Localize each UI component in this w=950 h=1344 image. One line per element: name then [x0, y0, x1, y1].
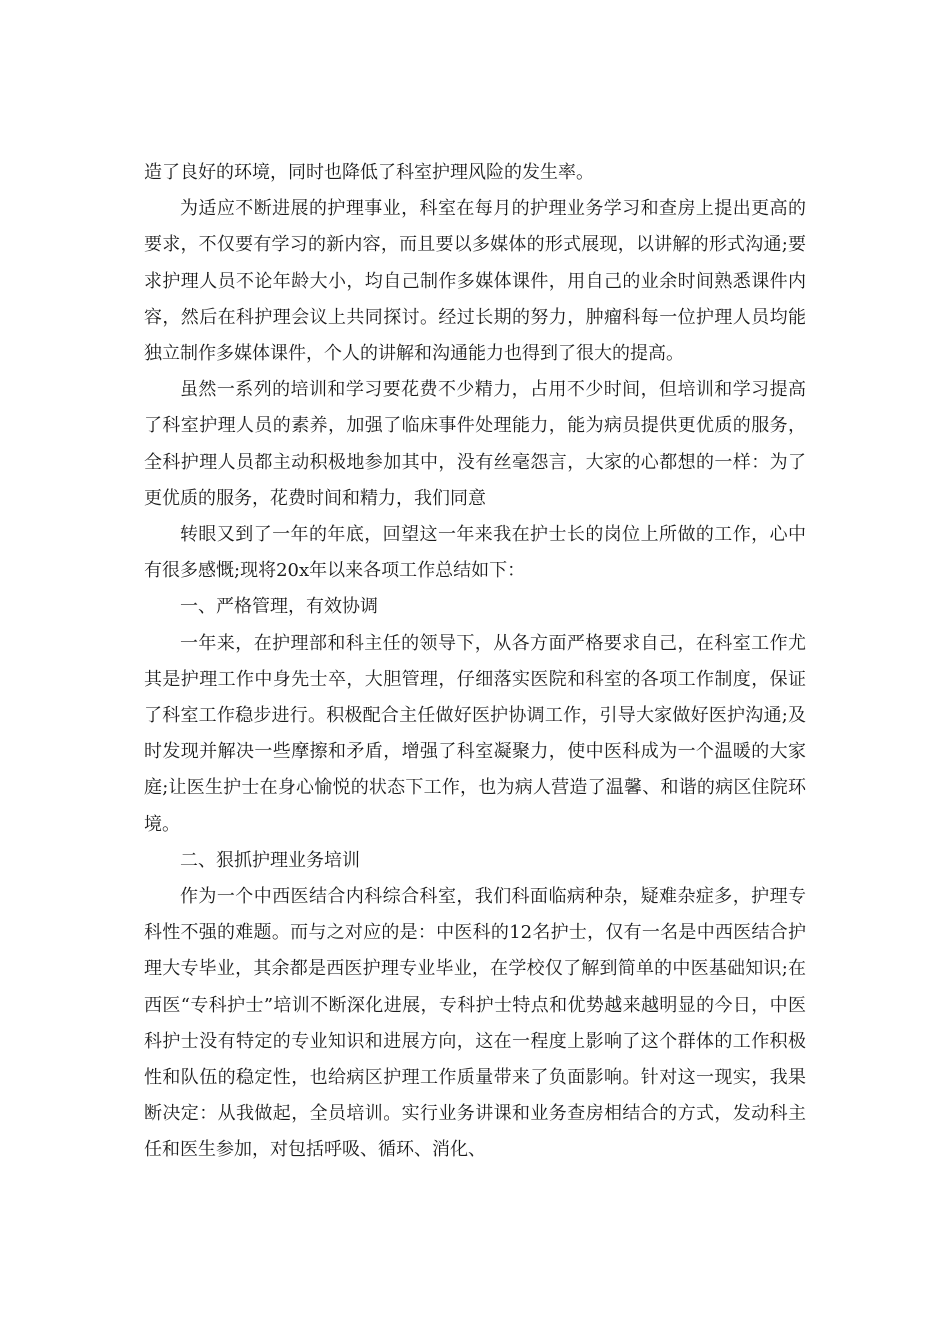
- paragraph-nursing-training: 作为一个中西医结合内科综合科室，我们科面临病种杂，疑难杂症多，护理专科性不强的难题。而与之对应的是：中医科的12名护士，仅有一名是中西医结合护理大专毕业，其余都是西医护理专业毕业，在学校仅了解到简单的中医基础知识;在西医“专科护士”培训不断深化进展，专科护士特点和优势越来越明显的今日，中医科护士没有特定的专业知识和进展方向，这在一程度上影响了这个群体的工作积极性和队伍的稳定性，也给病区护理工作质量带来了负面影响。针对这一现实，我果断决定：从我做起，全员培训。实行业务讲课和业务查房相结合的方式，发动科主任和医生参加，对包括呼吸、循环、消化、: [144, 886, 806, 1161]
- paragraph-strict-management: 一年来，在护理部和科主任的领导下，从各方面严格要求自己，在科室工作尤其是护理工作中身先士卒，大胆管理，仔细落实医院和科室的各项工作制度，保证了科室工作稳步进行。积极配合主任做好医护协调工作，引导大家做好医护沟通;及时发现并解决一些摩擦和矛盾，增强了科室凝聚力，使中医科成为一个温暖的大家庭;让医生护士在身心愉悦的状态下工作，也为病人营造了温馨、和谐的病区住院环境。: [144, 632, 806, 835]
- section-heading-strict-management: 一、严格管理，有效协调: [180, 596, 378, 618]
- section-heading-nursing-training: 二、狠抓护理业务培训: [180, 849, 360, 871]
- paragraph-multimedia-training: 为适应不断进展的护理事业，科室在每月的护理业务学习和查房上提出更高的要求，不仅要有学习的新内容，而且要以多媒体的形式展现，以讲解的形式沟通;要求护理人员不论年龄大小，均自己制作多媒体课件，用自己的业余时间熟悉课件内容，然后在科护理会议上共同探讨。经过长期的努力，肿瘤科每一位护理人员均能独立制作多媒体课件，个人的讲解和沟通能力也得到了很大的提高。: [144, 198, 806, 365]
- paragraph-continuation: 造了良好的环境，同时也降低了科室护理风险的发生率。: [144, 162, 594, 183]
- document-body: [144, 155, 806, 1169]
- paragraph-training-benefits: 虽然一系列的培训和学习要花费不少精力，占用不少时间，但培训和学习提高了科室护理人员的素养，加强了临床事件处理能力，能为病员提供更优质的服务，全科护理人员都主动积极地参加其中，没有丝毫怨言，大家的心都想的一样：为了更优质的服务，花费时间和精力，我们同意: [144, 379, 806, 509]
- paragraph-year-end-intro: 转眼又到了一年的年底，回望这一年来我在护士长的岗位上所做的工作，心中有很多感慨;现将20x年以来各项工作总结如下：: [144, 524, 806, 582]
